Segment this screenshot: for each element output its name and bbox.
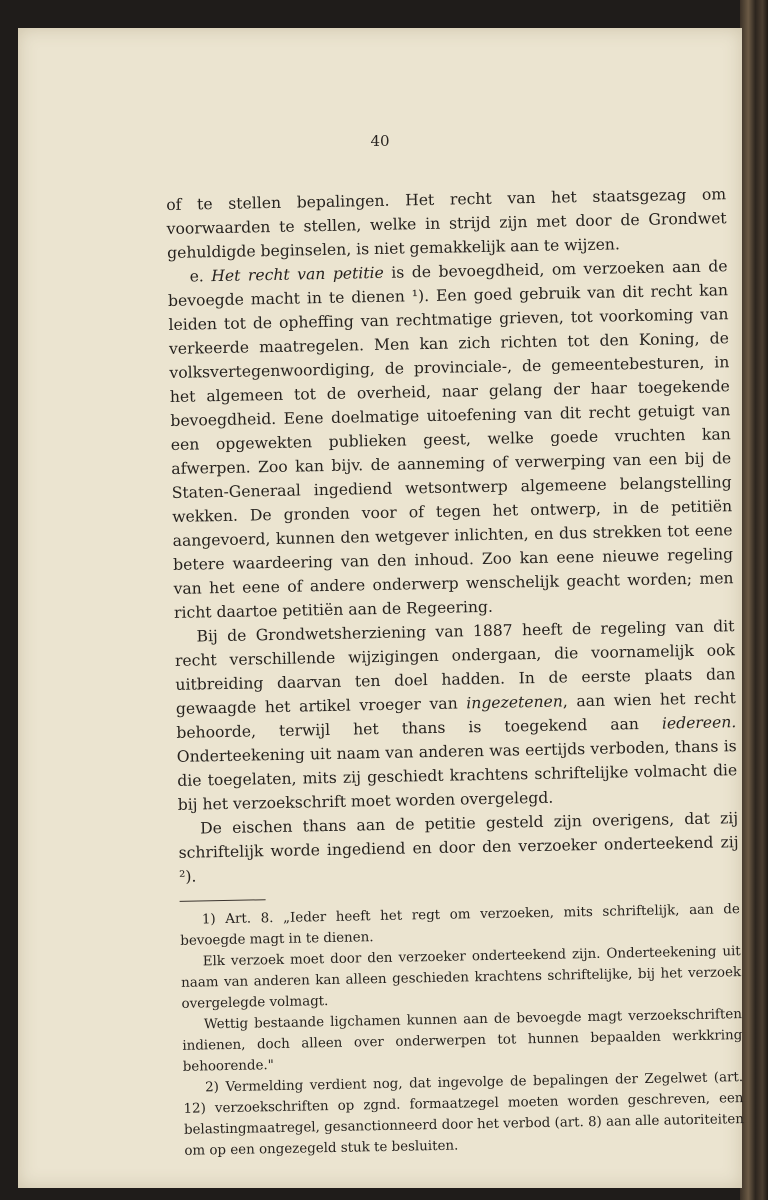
emphasis-iedereen: iedereen. [661,713,737,733]
footnote-1-part-c: Wettig bestaande ligchamen kunnen aan de bevoegde magt verzoekschriften indienen, doch alleen over onderwerpen tot hunnen bepaalden werkkring behoorende." [182,1007,743,1075]
section-label: e. [189,267,204,286]
footnote-2: 2) Vermelding verdient nog, dat ingevolge de bepalingen der Zegelwet (art. 12) verzoekschriften op zgnd. formaatzegel moeten worden geschreven, een belastingmaatregel, gesanctionneerd door het verbod (art. 8) aan alle autoriteiten om op een ongezegeld stuk te besluiten. [183,1070,745,1159]
paragraph-1: of te stellen bepalingen. Het recht van het staatsgezag om voorwaarden te stellen, welke in strijd zijn met door de Grondwet gehuldigde beginselen, is niet gemakkelijk aan te wijzen. [166,185,727,262]
paragraph-2 [167,254,734,625]
paragraph-3-part-c: Onderteekening uit naam van anderen was eertijds verboden, thans is die toegelaten, mits zij geschiedt krachtens schriftelijke volmacht die bij het verzoekschrift moet worden overgelegd. [176,737,738,814]
page-number: 40 [370,132,390,150]
paragraph-3-part-a: Bij de Grondwetsherziening van 1887 heeft de regeling van dit recht verschillende wijzigingen ondergaan, die voornamelijk ook uitbreiding daarvan ten doel hadden. In de eerste plaats dan gewaagde het artikel vroeger van [174,617,736,718]
paragraph-4: De eischen thans aan de petitie gesteld zijn overigens, dat zij schriftelijk worde ingediend en door den verzoeker onderteekend zij ²). [178,809,739,886]
book-spine [740,0,768,1200]
section-heading: Het recht van petitie [211,263,384,286]
footnotes [180,899,745,1162]
body-text [166,182,739,889]
paragraph-2-text: is de bevoegdheid, om verzoeken aan de bevoegde macht in te dienen ¹). Een goed gebruik van dit recht kan leiden tot de opheffing van rechtmatige grieven, tot voorkoming van verkeerde maatregelen. Men kan zich richten tot den Koning, de volksvertegenwoordiging, de provinciale-, de gemeentebesturen, in het algemeen tot de overheid, naar gelang der haar toegekende bevoegdheid. Eene doelmatige uitoefening van dit recht getuigt van een opgewekten publieken geest, welke goede vruchten kan afwerpen. Zoo kan bijv. de aanneming of verwerping van een bij de Staten-Generaal ingediend wetsontwerp algemeene belangstelling wekken. De gronden voor of tegen het ontwerp, in de petitiën aangevoerd, kunnen den wetgever inlichten, en dus strekken tot eene betere waardeering van den inhoud. Zoo kan eene nieuwe regeling van het eene of andere onderwerp wenschelijk geacht worden; men richt daartoe petitiën aan de Regeering. [167,257,734,622]
page-content [166,182,744,1162]
paragraph-3-part-b: , aan wien het recht behoorde, terwijl het thans is toegekend aan [176,689,736,742]
footnote-1-part-a: 1) Art. 8. „Ieder heeft het regt om verzoeken, mits schriftelijk, aan de bevoegde magt in te dienen. [180,902,741,949]
emphasis-ingezetenen: ingezetenen [466,692,563,713]
book-page [18,28,745,1188]
footnote-1-part-b: Elk verzoek moet door den verzoeker onderteekend zijn. Onderteekening uit naam van anderen kan alleen geschieden krachtens schriftelijke, bij het verzoek overgelegde volmagt. [181,944,742,1012]
paragraph-3 [174,614,738,817]
footnote-divider [180,899,266,902]
